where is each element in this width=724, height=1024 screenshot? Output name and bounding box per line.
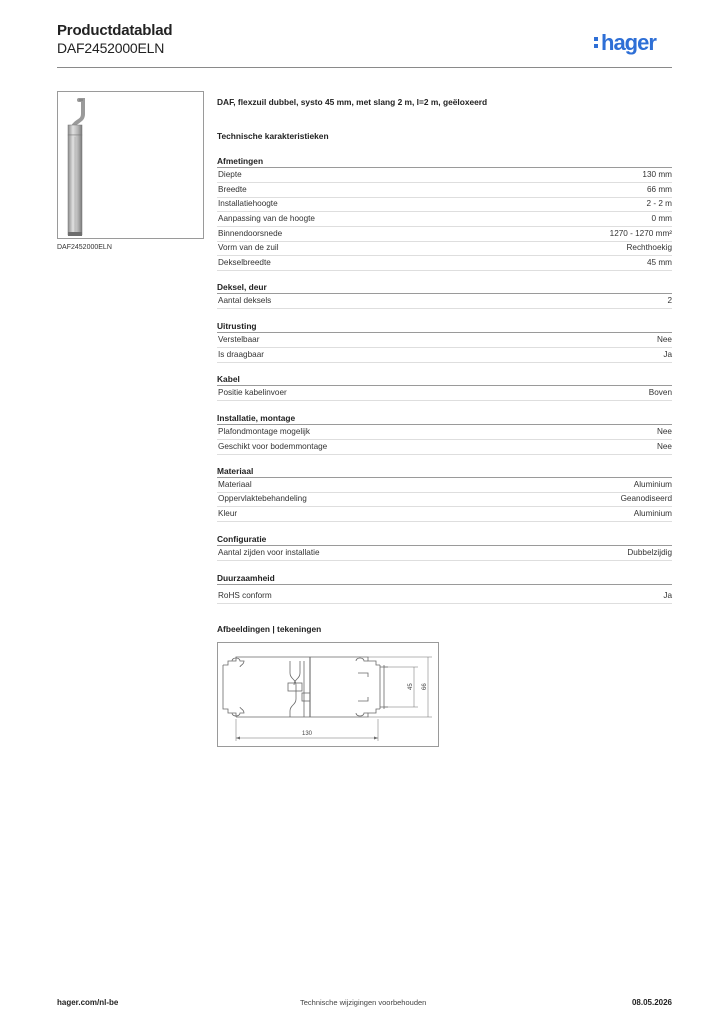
spec-value: Nee xyxy=(656,427,672,436)
drawings-heading: Afbeeldingen | tekeningen xyxy=(217,624,322,634)
spec-row xyxy=(217,386,672,401)
spec-label: Installatiehoogte xyxy=(218,199,278,208)
section-title: Duurzaamheid xyxy=(217,573,275,583)
spec-row xyxy=(217,546,672,561)
spec-label: Kleur xyxy=(218,509,238,518)
spec-value: 66 mm xyxy=(646,185,672,194)
spec-label: Materiaal xyxy=(218,480,252,489)
spec-row xyxy=(217,425,672,440)
spec-label: Dekselbreedte xyxy=(218,258,271,267)
spec-value: Aluminium xyxy=(633,509,672,518)
spec-row xyxy=(217,256,672,271)
product-image-caption: DAF2452000ELN xyxy=(57,244,112,251)
spec-row xyxy=(217,507,672,522)
spec-label: Plafondmontage mogelijk xyxy=(218,427,310,436)
dimension-label: 130 xyxy=(302,731,313,737)
section-title: Deksel, deur xyxy=(217,282,267,292)
spec-row xyxy=(217,440,672,455)
section-divider xyxy=(217,584,672,585)
section-title: Kabel xyxy=(217,374,240,384)
footer-notice: Technische wijzigingen voorbehouden xyxy=(300,998,427,1007)
section-title: Configuratie xyxy=(217,534,267,544)
spec-value: 130 mm xyxy=(642,170,672,179)
header-divider xyxy=(57,67,672,68)
product-code: DAF2452000ELN xyxy=(57,40,165,56)
technical-characteristics-heading: Technische karakteristieken xyxy=(217,131,329,141)
spec-label: RoHS conform xyxy=(218,591,272,600)
spec-row xyxy=(217,492,672,507)
footer-date: 08.05.2026 xyxy=(631,998,672,1007)
spec-row xyxy=(217,227,672,242)
column-product-icon xyxy=(58,92,205,240)
logo-colon-icon xyxy=(594,35,599,49)
spec-label: Binnendoorsnede xyxy=(218,229,283,238)
spec-label: Positie kabelinvoer xyxy=(218,388,287,397)
spec-label: Vorm van de zuil xyxy=(218,243,279,252)
spec-row xyxy=(217,348,672,363)
section-title: Materiaal xyxy=(217,466,254,476)
spec-label: Aantal deksels xyxy=(218,296,272,305)
spec-row xyxy=(217,294,672,309)
spec-label: Diepte xyxy=(218,170,242,179)
page-title: Productdatablad xyxy=(57,22,173,39)
spec-value: Rechthoekig xyxy=(626,243,672,252)
spec-label: Oppervlaktebehandeling xyxy=(218,494,307,503)
hager-logo: hager xyxy=(594,30,656,54)
footer-website[interactable]: hager.com/nl-be xyxy=(57,998,119,1007)
spec-label: Breedte xyxy=(218,185,247,194)
spec-label: Aantal zijden voor installatie xyxy=(218,548,320,557)
section-title: Uitrusting xyxy=(217,321,257,331)
spec-label: Aanpassing van de hoogte xyxy=(218,214,315,223)
spec-label: Verstelbaar xyxy=(218,335,260,344)
spec-value: Dubbelzijdig xyxy=(627,548,672,557)
spec-row xyxy=(217,183,672,198)
technical-drawing xyxy=(217,642,439,747)
spec-value: Geanodiseerd xyxy=(620,494,672,503)
spec-row xyxy=(217,333,672,348)
spec-value: 0 mm xyxy=(651,214,672,223)
cross-section-drawing-icon xyxy=(218,643,438,746)
dimension-label: 45 xyxy=(408,683,414,690)
product-image xyxy=(57,91,204,239)
spec-value: 2 - 2 m xyxy=(646,199,672,208)
spec-value: 2 xyxy=(667,296,672,305)
spec-value: 45 mm xyxy=(646,258,672,267)
spec-row xyxy=(217,241,672,256)
spec-value: 1270 - 1270 mm² xyxy=(609,229,672,238)
spec-label: Is draagbaar xyxy=(218,350,264,359)
section-title: Installatie, montage xyxy=(217,413,296,423)
section-title: Afmetingen xyxy=(217,156,264,166)
spec-value: Nee xyxy=(656,442,672,451)
spec-row xyxy=(217,168,672,183)
spec-row xyxy=(217,589,672,604)
spec-label: Geschikt voor bodemmontage xyxy=(218,442,328,451)
spec-value: Ja xyxy=(663,350,672,359)
spec-value: Boven xyxy=(648,388,672,397)
spec-value: Aluminium xyxy=(633,480,672,489)
spec-value: Nee xyxy=(656,335,672,344)
spec-row xyxy=(217,478,672,493)
spec-row xyxy=(217,197,672,212)
spec-value: Ja xyxy=(663,591,672,600)
product-description: DAF, flexzuil dubbel, systo 45 mm, met slang 2 m, l=2 m, geëloxeerd xyxy=(217,97,488,107)
dimension-label: 66 xyxy=(422,683,428,690)
spec-row xyxy=(217,212,672,227)
